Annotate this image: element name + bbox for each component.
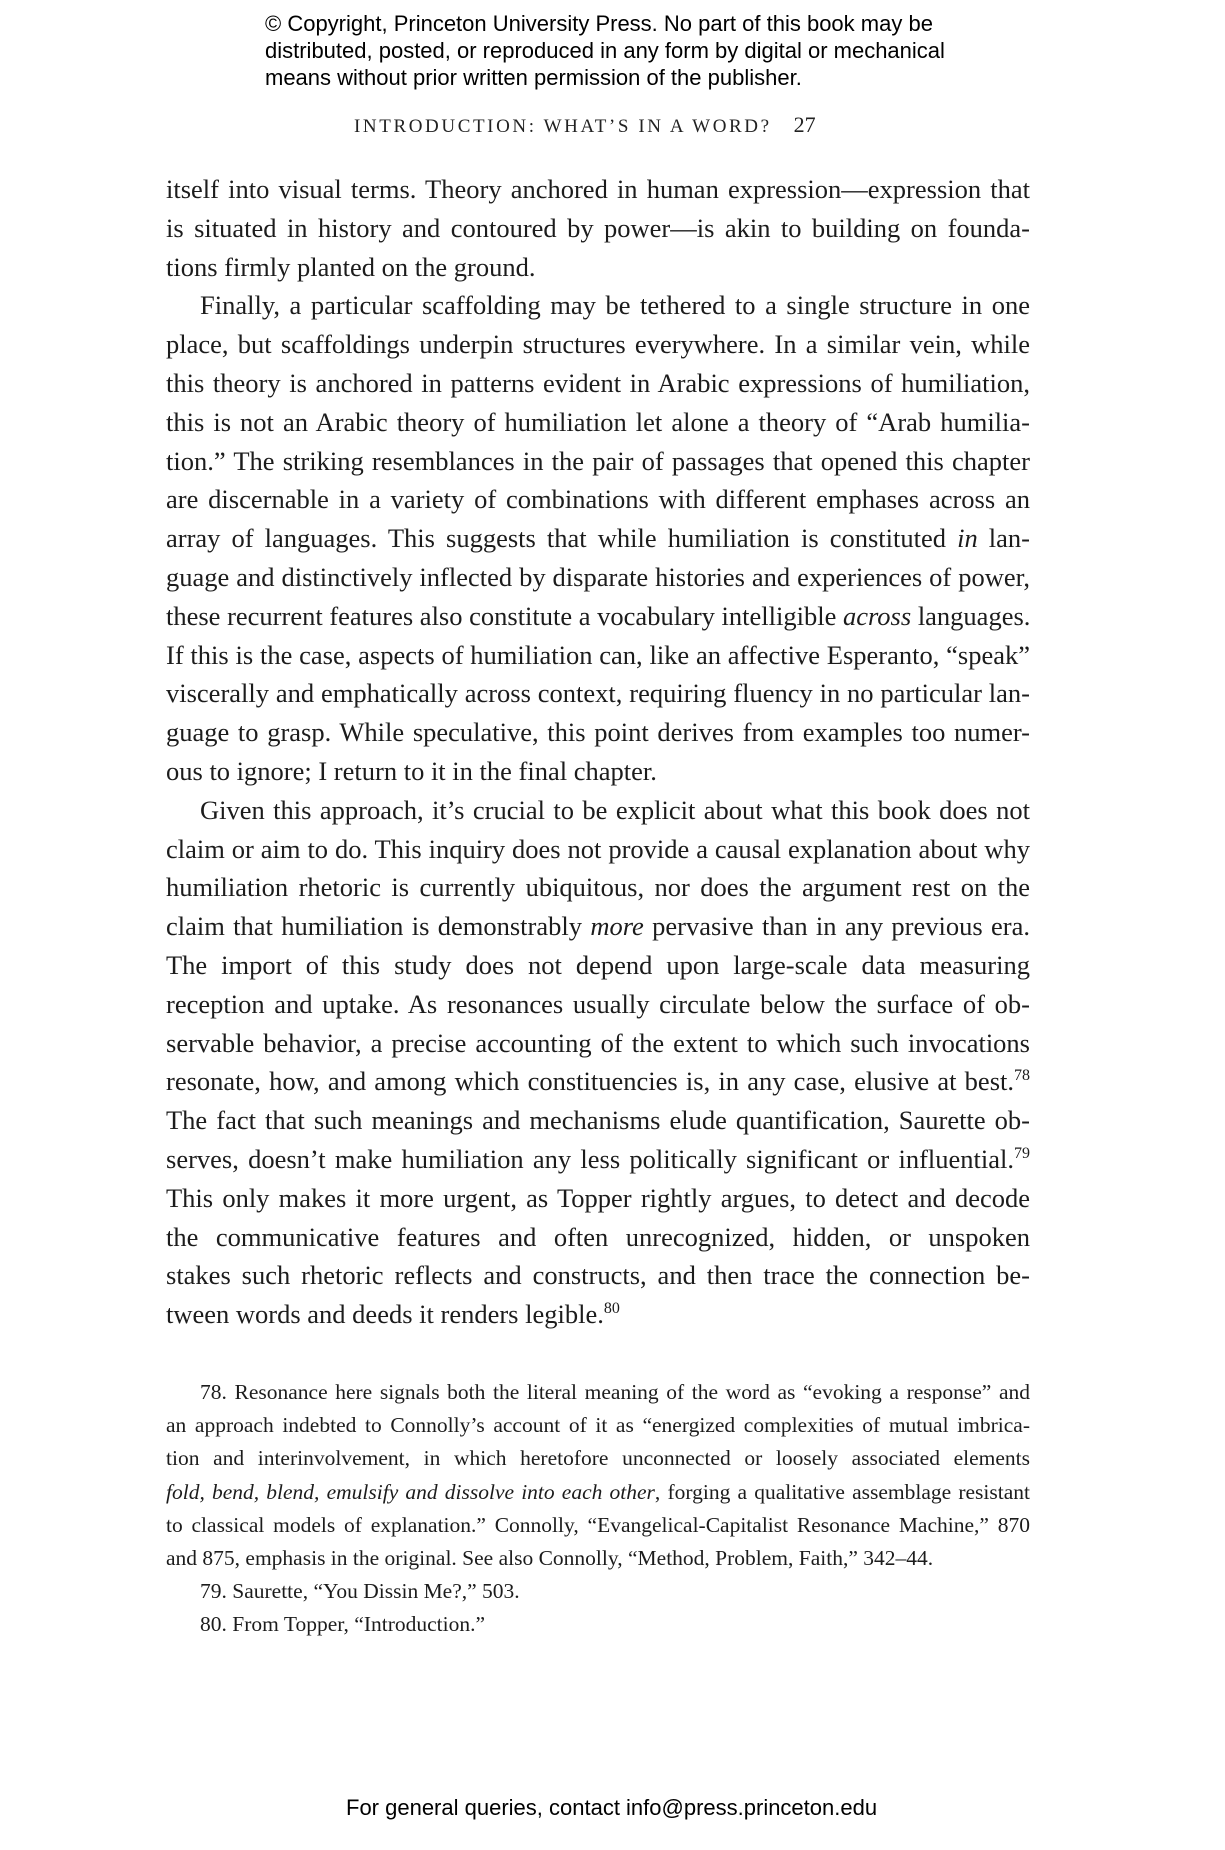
footer-contact: For general queries, contact info@press.princeton.edu — [346, 1795, 878, 1820]
text-run: languages. — [911, 600, 1031, 631]
body-line: ous to ignore; I return to it in the final chapter. — [166, 755, 657, 786]
copyright-line: distributed, posted, or reproduced in any form by digital or mechanical — [265, 38, 945, 63]
body-line — [166, 907, 1030, 946]
footnote-ref: 79 — [1014, 1145, 1030, 1163]
footnote-line: and 875, emphasis in the original. See also Connolly, “Method, Problem, Faith,” 342–44. — [166, 1545, 934, 1570]
body-line: tion.” The striking resemblances in the pair of passages that opened this chapter — [166, 445, 1030, 476]
copyright-line: © Copyright, Princeton University Press. No part of this book may be — [265, 11, 933, 36]
body-line — [166, 1062, 1030, 1101]
body-line: reception and uptake. As resonances usually circulate below the surface of ob- — [166, 988, 1030, 1019]
body-line: the communicative features and often unrecognized, hidden, or unspoken — [166, 1221, 1030, 1252]
body-line: stakes such rhetoric reflects and constructs, and then trace the connection be- — [166, 1260, 1030, 1291]
text-run: tween words and deeds it renders legible. — [166, 1299, 604, 1330]
emphasis: more — [590, 911, 644, 942]
body-line — [166, 519, 1030, 558]
footnote-line: tion and interinvolvement, in which heretofore unconnected or loosely associated elements — [166, 1446, 1030, 1471]
text-run: pervasive than in any previous era. — [643, 911, 1030, 942]
body-line: humiliation rhetoric is currently ubiquitous, nor does the argument rest on the — [166, 872, 1030, 903]
emphasis: in — [957, 523, 978, 554]
text-run: , forging a qualitative assemblage resistant — [654, 1479, 1030, 1504]
body-line: The fact that such meanings and mechanisms elude quantification, Saurette ob- — [166, 1105, 1030, 1136]
text-run: these recurrent features also constitute a vocabulary intelligible — [166, 600, 843, 631]
body-line: servable behavior, a precise accounting of the extent to which such invocations — [166, 1027, 1030, 1058]
text-run: resonate, how, and among which constituencies is, in any case, elusive at best. — [166, 1066, 1014, 1097]
copyright-notice — [265, 10, 1025, 91]
body-line — [166, 1140, 1030, 1179]
body-line: guage and distinctively inflected by disparate histories and experiences of power, — [166, 561, 1030, 592]
copyright-line: means without prior written permission of the publisher. — [265, 65, 802, 90]
emphasis: fold, bend, blend, emulsify and dissolve into each other — [166, 1479, 655, 1504]
body-line: viscerally and emphatically across context, requiring fluency in no particular lan- — [166, 678, 1030, 709]
text-run: array of languages. This suggests that while humiliation is constituted — [166, 523, 958, 554]
text-run: serves, doesn’t make humiliation any less politically significant or influential. — [166, 1143, 1014, 1174]
footnotes — [166, 1376, 1030, 1642]
footnote-line: 79. Saurette, “You Dissin Me?,” 503. — [200, 1579, 520, 1604]
footnote-line: 78. Resonance here signals both the literal meaning of the word as “evoking a response” and — [200, 1380, 1030, 1404]
body-line — [166, 597, 1030, 636]
body-line: claim or aim to do. This inquiry does not provide a causal explanation about why — [166, 833, 1030, 864]
body-line: this is not an Arabic theory of humiliation let alone a theory of “Arab humilia- — [166, 406, 1030, 437]
footnote-ref: 78 — [1014, 1067, 1030, 1085]
body-line: If this is the case, aspects of humiliation can, like an affective Esperanto, “speak” — [166, 639, 1030, 670]
body-line: place, but scaffoldings underpin structures everywhere. In a similar vein, while — [166, 329, 1030, 360]
running-head — [354, 112, 816, 138]
body-line — [166, 1295, 1030, 1334]
body-text — [166, 170, 1030, 1334]
body-line: tions firmly planted on the ground. — [166, 251, 536, 282]
footnote-line: 80. From Topper, “Introduction.” — [200, 1612, 486, 1637]
body-line: this theory is anchored in patterns evident in Arabic expressions of humiliation, — [166, 367, 1030, 398]
running-head-title: INTRODUCTION: WHAT’S IN A WORD? — [354, 116, 772, 137]
page-number: 27 — [793, 112, 816, 137]
body-line: This only makes it more urgent, as Topper rightly argues, to detect and decode — [166, 1182, 1030, 1213]
body-line: Given this approach, it’s crucial to be explicit about what this book does not — [200, 794, 1030, 825]
body-line: Finally, a particular scaffolding may be tethered to a single structure in one — [200, 290, 1030, 321]
text-run: lan- — [977, 523, 1030, 554]
emphasis: across — [842, 600, 912, 631]
body-line: itself into visual terms. Theory anchored in human expression—expression that — [166, 174, 1030, 204]
body-line: is situated in history and contoured by power—is akin to building on founda- — [166, 212, 1030, 243]
footnote-line: to classical models of explanation.” Connolly, “Evangelical-Capitalist Resonance Machine,” 870 — [166, 1512, 1030, 1537]
footnote-line: an approach indebted to Connolly’s account of it as “energized complexities of mutual imbrica- — [166, 1413, 1030, 1438]
footnote-ref: 80 — [603, 1300, 620, 1318]
body-line: The import of this study does not depend upon large-scale data measuring — [166, 949, 1030, 980]
text-run: claim that humiliation is demonstrably — [166, 911, 591, 942]
footnote-line — [166, 1476, 1030, 1509]
body-line: guage to grasp. While speculative, this point derives from examples too numer- — [166, 717, 1030, 748]
body-line: are discernable in a variety of combinations with different emphases across an — [166, 484, 1030, 515]
